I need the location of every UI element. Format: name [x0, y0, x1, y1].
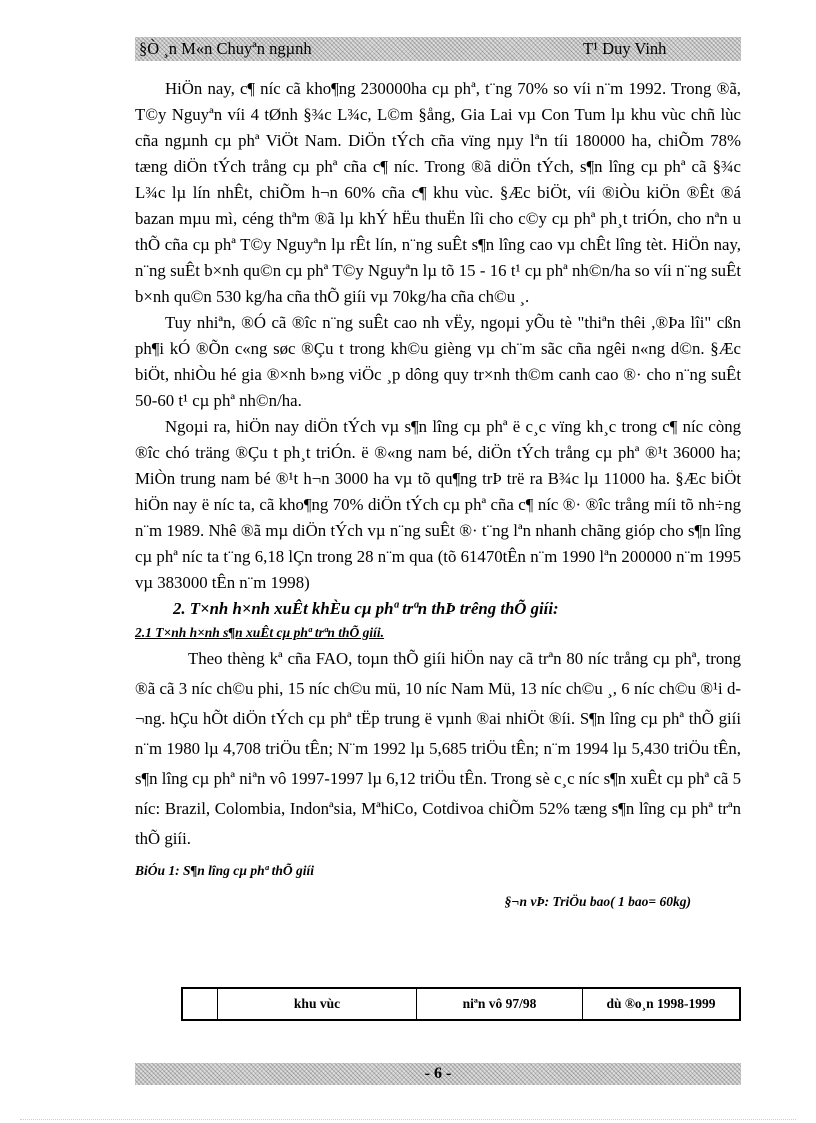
unit-note: §¬n vÞ: TriÖu bao( 1 bao= 60kg) [504, 894, 691, 909]
paragraph-coffee-area: HiÖn nay, c¶ níc cã kho¶ng 230000ha cµ phª, t¨ng 70% so víi n¨m 1992. Trong ®ã, T©y Nguyªn víi 4 tØnh §¾c L¾c, L©m §ång, Gia Lai vµ Con Tum lµ khu vùc chñ lùc cña ngµnh cµ phª ViÖt Nam. DiÖn tÝch cña vïng nµy lªn tíi 180000 ha, chiÕm 78% tæng diÖn tÝch trång cµ phª cña c¶ níc. Trong ®ã diÖn tÝch, s¶n lîng cµ phª cã §¾c L¾c lµ lín nhÊt, chiÕm h¬n 60% cña c¶ khu vùc. §Æc biÖt, víi ®iÒu kiÖn ®Êt ®á bazan mµu mì, céng thªm ®ã lµ khÝ hËu thuËn lîi cho c©y cµ phª ph¸t triÓn, cho nªn u thÕ cña cµ phª T©y Nguyªn lµ rÊt lín, n¨ng suÊt s¶n lîng cao vµ chÊt lîng tèt. HiÖn nay, n¨ng suÊt b×nh qu©n cµ phª T©y Nguyªn lµ tõ 15 - 16 t¹ cµ phª nh©n/ha so víi n¨ng suÊt b×nh qu©n 530 kg/ha cña thÕ giíi vµ 70kg/ha cña ch©u ¸. [135, 79, 741, 306]
section-title: 2. T×nh h×nh xuÊt khÈu cµ phª trªn thÞ trêng thÕ giíi: [173, 599, 559, 618]
table-header-cell [182, 988, 218, 1020]
page-number: - 6 - [424, 1065, 452, 1082]
table-header-cell: dù ®o¸n 1998-1999 [583, 988, 741, 1020]
page-header [135, 37, 741, 61]
header-course-title: §Ò ¸n M«n Chuyªn ngµnh [139, 39, 312, 58]
paragraph-other-regions: Ngoµi ra, hiÖn nay diÖn tÝch vµ s¶n lîng cµ phª ë c¸c vïng kh¸c trong c¶ níc còng ®îc chó träng ®Çu t ph¸t triÓn. ë ®«ng nam bé, diÖn tÝch trång cµ phª ®¹t 36000 ha; MiÒn trung nam bé ®¹t h¬n 3000 ha vµ tõ qu¶ng trÞ trë ra B¾c lµ 11000 ha. §Æc biÖt hiÖn nay ë níc ta, cã kho¶ng 70% diÖn tÝch cµ phª cña c¶ níc ®· ®îc trång míi tõ nh÷ng n¨m 1989. Nhê ®ã mµ diÖn tÝch vµ n¨ng suÊt ®· t¨ng lªn nhanh chãng gióp cho s¶n lîng cµ phª níc ta t¨ng 6,18 lÇn trong 28 n¨m qua (tõ 61470tÊn n¨m 1990 lªn 200000 n¨m 1995 vµ 383000 tÊn n¨m 1998) [135, 417, 741, 592]
header-author-name: T¹ Duy Vinh [583, 39, 667, 58]
production-table [181, 987, 741, 1021]
table-header-cell: niªn vô 97/98 [417, 988, 583, 1020]
figure-caption: BiÓu 1: S¶n lîng cµ phª thÕ giíi [135, 863, 315, 878]
paragraph-world-production: Theo thèng kª cña FAO, toµn thÕ giíi hiÖn nay cã trªn 80 níc trång cµ phª, trong ®ã cã 3 níc ch©u phi, 15 níc ch©u mü, 10 níc Nam Mü, 13 níc ch©u ¸, 6 níc ch©u ®¹i d¬ng. hÇu hÕt diÖn tÝch cµ phª tËp trung ë vµnh ®ai nhiÖt ®íi. S¶n lîng cµ phª thÕ giíi n¨m 1980 lµ 4,708 triÖu tÊn; N¨m 1992 lµ 5,685 triÖu tÊn; n¨m 1994 lµ 5,430 triÖu tÊn, s¶n lîng cµ phª niªn vô 1997-1997 lµ 6,12 triÖu tÊn. Trong sè c¸c níc s¶n xuÊt cµ phª cã 5 níc: Brazil, Colombia, Indonªsia, MªhiCo, Cotdivoa chiÕm 52% tæng s¶n lîng cµ phª trªn thÕ giíi. [135, 649, 741, 848]
document-body [135, 76, 741, 912]
table-header-row [182, 988, 740, 1020]
subsection-title: 2.1 T×nh h×nh s¶n xuÊt cµ phª trªn thÕ giíi. [135, 625, 385, 640]
paragraph-coffee-productivity: Tuy nhiªn, ®Ó cã ®îc n¨ng suÊt cao nh vËy, ngoµi yÕu tè "thiªn thêi ,®Þa lîi" cßn ph¶i kÓ ®Õn c«ng søc ®Çu t trong kh©u gièng vµ ch¨m sãc cña ngêi n«ng d©n. §Æc biÖt, nhiÒu hé gia ®×nh b»ng viÖc ¸p dông quy tr×nh th©m canh cao ®· cho n¨ng suÊt 50-60 t¹ cµ phª nh©n/ha. [135, 313, 741, 410]
table-header-cell: khu vùc [218, 988, 417, 1020]
page-bottom-divider [20, 1119, 796, 1120]
page-footer [135, 1063, 741, 1085]
